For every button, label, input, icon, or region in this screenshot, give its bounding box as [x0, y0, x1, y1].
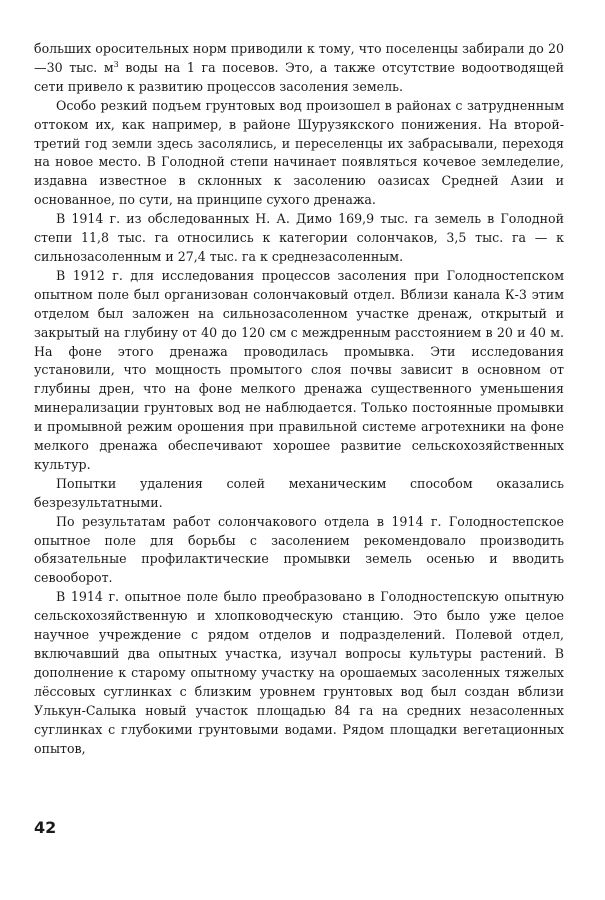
paragraph-3: В 1914 г. из обследованных Н. А. Димо 169,9 тыс. га земель в Голодной степи 11,8 тыс. га относились к категории солончаков, 3,5 тыс. га — к сильнозасоленным и 27,4 тыс. га к среднезасоленным.	[34, 211, 564, 264]
superscript-3: 3	[113, 59, 119, 69]
paragraph-7: В 1914 г. опытное поле было преобразовано в Голодностепскую опытную сельскохозяйственную и хлопководческую станцию. Это было уже целое научное учреждение с рядом отделов и подразделений. Полевой отдел, включавший два опытных участка, изучал вопросы культуры растений. В дополнение к старому опытному участку на орошаемых засоленных тяжелых лёссовых суглинках с близким уровнем грунтовых вод был создан вблизи Улькун-Салыка новый участок площадью 84 га на средних незасоленных суглинках с глубокими грунтовыми водами. Рядом площадки вегетационных опытов,	[34, 589, 564, 756]
paragraph-1-text-b: воды на 1 га посевов. Это, а также отсутствие водоотводящей сети привело к развитию процессов засоления земель.	[34, 59, 564, 94]
paragraph-1	[34, 40, 564, 97]
paragraph-6: По результатам работ солончакового отдела в 1914 г. Голодностепское опытное поле для борьбы с засолением рекомендовало производить обязательные профилактические промывки земель осенью и вводить севооборот.	[34, 513, 564, 586]
paragraph-4: В 1912 г. для исследования процессов засоления при Голодностепском опытном поле был организован солончаковый отдел. Вблизи канала К-3 этим отделом был заложен на сильнозасоленном участке дренаж, открытый и закрытый на глубину от 40 до 120 см с междренным расстоянием в 20 и 40 м. На фоне этого дренажа проводилась промывка. Эти исследования установили, что мощность промытого слоя почвы зависит в основном от глубины дрен, что на фоне мелкого дренажа существенного уменьшения минерализации грунтовых вод не наблюдается. Только постоянные промывки и промывной режим орошения при правильной системе агротехники на фоне мелкого дренажа обеспечивают хорошее развитие сельскохозяйственных культур.	[34, 267, 564, 472]
page-number: 42	[34, 818, 57, 837]
paragraph-1-text-a: больших оросительных норм приводили к тому, что поселенцы забирали до 20—30 тыс. м	[34, 41, 564, 75]
paragraph-2: Особо резкий подъем грунтовых вод произошел в районах с затрудненным оттоком их, как например, в районе Шурузякского понижения. На второй-третий год земли здесь засолялись, и переселенцы их забрасывали, переходя на новое место. В Голодной степи начинает появляться кочевое земледелие, издавна известное в склонных к засолению оазисах Средней Азии и основанное, по сути, на принципе сухого дренажа.	[34, 97, 564, 208]
page-body	[34, 40, 564, 758]
paragraph-5: Попытки удаления солей механическим способом оказались безрезультатными.	[34, 475, 564, 510]
